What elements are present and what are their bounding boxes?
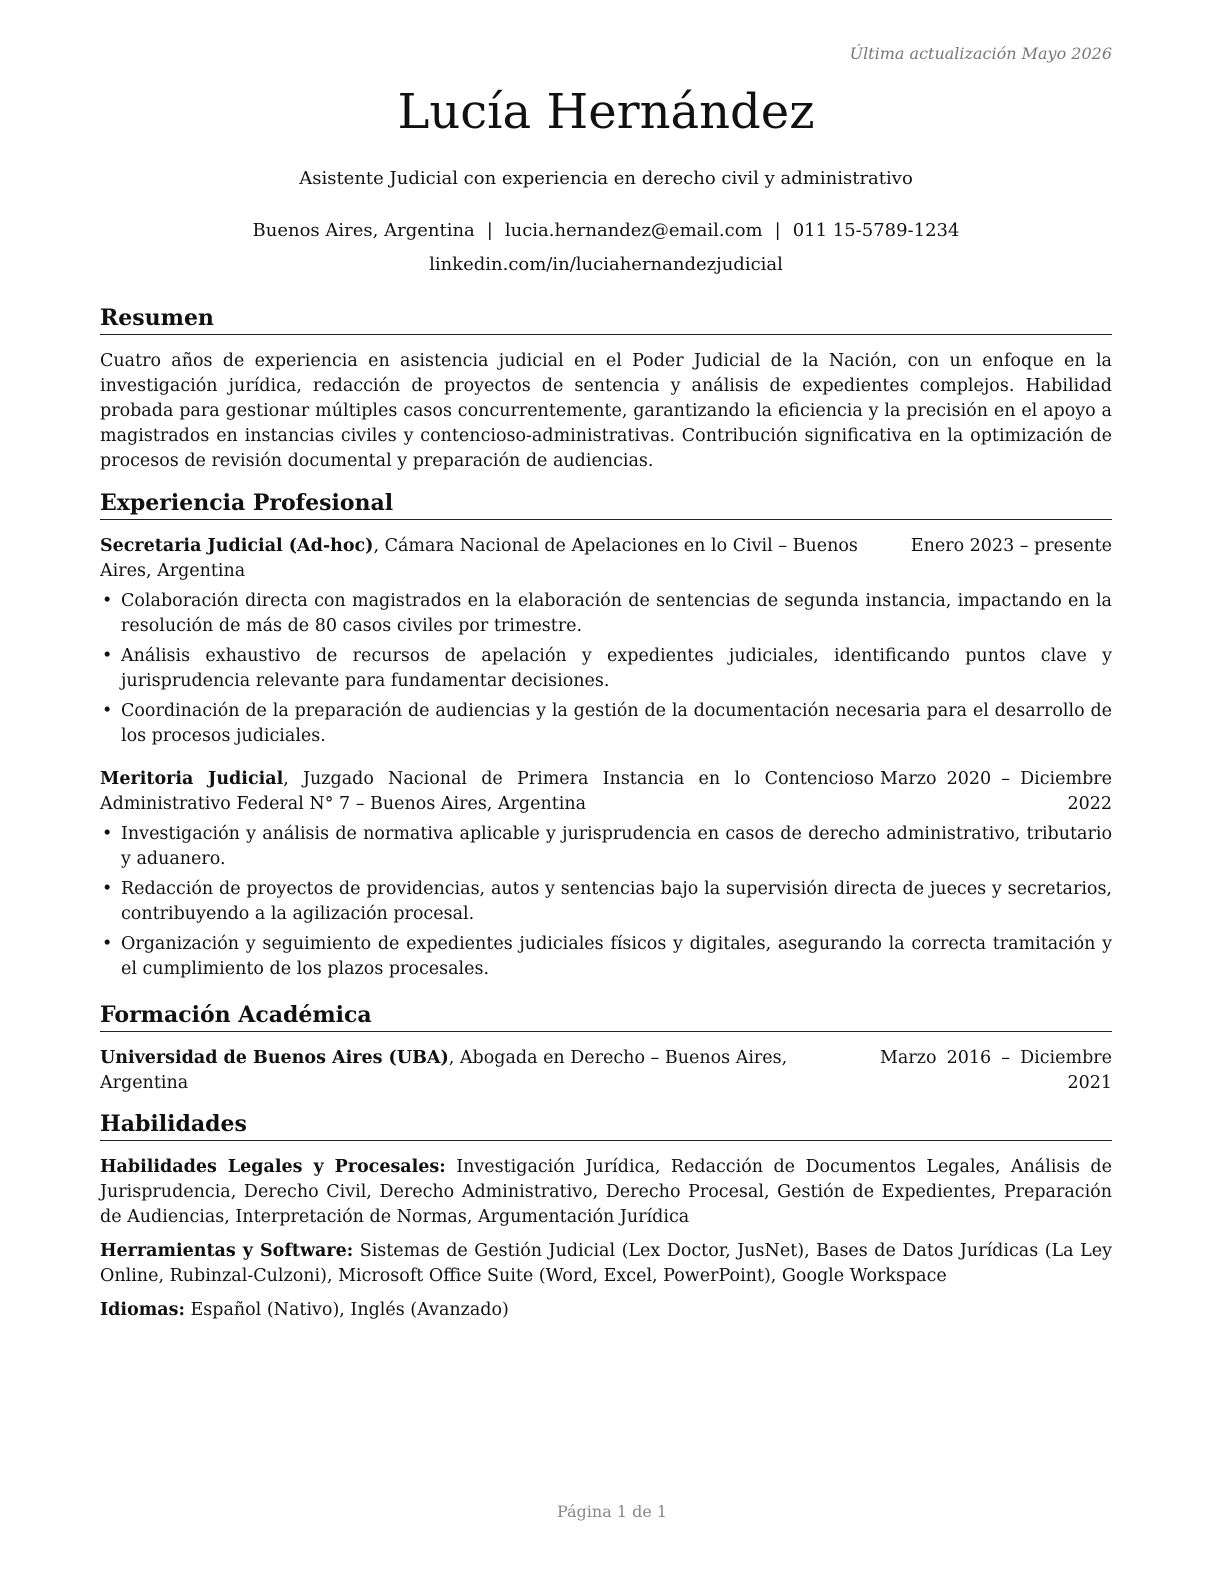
- job-role: Meritoria Judicial: [100, 769, 284, 789]
- education-section: [100, 1001, 1112, 1096]
- job-bullet: • Colaboración directa con magistrados en la elaboración de sentencias de segunda instancia, impactando en la resolución de más de 80 casos civiles por trimestre.: [100, 589, 1112, 639]
- skill-group: [100, 1155, 1112, 1230]
- job-bullets: [100, 822, 1112, 982]
- skill-group-label: Habilidades Legales y Procesales:: [100, 1157, 446, 1177]
- tagline: Asistente Judicial con experiencia en derecho civil y administrativo: [299, 168, 913, 189]
- skill-group-text: Investigación Jurídica, Redacción de Documentos Legales, Análisis de Jurisprudencia, Derecho Civil, Derecho Administrativo, Derecho Procesal, Gestión de Expedientes, Preparación de Audiencias, Interpretación de Normas, Argumentación Jurídica: [100, 1157, 1112, 1227]
- skill-group-text: Español (Nativo), Inglés (Avanzado): [184, 1300, 509, 1320]
- job-title-line: [100, 767, 874, 817]
- contact-phone: 011 15-5789-1234: [792, 220, 960, 241]
- contact-separator: |: [486, 220, 493, 241]
- job-bullet: • Redacción de proyectos de providencias, autos y sentencias bajo la supervisión directa de jueces y secretarios, contribuyendo a la agilización procesal.: [100, 877, 1112, 927]
- job-dates: Enero 2023 – presente: [910, 536, 1112, 556]
- job-header: [100, 767, 1112, 817]
- section-title-summary: Resumen: [100, 304, 1112, 335]
- skill-group: [100, 1239, 1112, 1289]
- last-updated: Última actualización Mayo 2026: [849, 44, 1112, 63]
- page-number: Página 1 de 1: [556, 1502, 668, 1521]
- skill-group-label: Herramientas y Software:: [100, 1241, 354, 1261]
- skill-group: [100, 1298, 1112, 1323]
- contact-location: Buenos Aires, Argentina: [252, 220, 475, 241]
- job-bullet: • Coordinación de la preparación de audiencias y la gestión de la documentación necesaria para el desarrollo de los procesos judiciales.: [100, 699, 1112, 749]
- skill-group-text: Sistemas de Gestión Judicial (Lex Doctor, JusNet), Bases de Datos Jurídicas (La Ley Online, Rubinzal-Culzoni), Microsoft Office Suite (Word, Excel, PowerPoint), Google Workspace: [100, 1241, 1112, 1286]
- job-dates: Marzo 2020 – Diciembre 2022: [880, 769, 1112, 814]
- skills-section: [100, 1110, 1112, 1323]
- section-title-experience: Experiencia Profesional: [100, 489, 1112, 520]
- contact-email[interactable]: lucia.hernandez@email.com: [504, 220, 763, 241]
- job-bullet: • Análisis exhaustivo de recursos de apelación y expedientes judiciales, identificando puntos clave y jurisprudencia relevante para fundamentar decisiones.: [100, 644, 1112, 694]
- job-entry: [100, 767, 1112, 982]
- job-organization: , Cámara Nacional de Apelaciones en lo Civil – Buenos Aires, Argentina: [100, 536, 858, 581]
- job-bullet: • Investigación y análisis de normativa aplicable y jurisprudencia en casos de derecho administrativo, tributario y aduanero.: [100, 822, 1112, 872]
- contact-line: [100, 220, 1112, 241]
- education-entry: [100, 1046, 1112, 1096]
- education-degree: , Abogada en Derecho – Buenos Aires, Argentina: [100, 1048, 788, 1093]
- job-organization: , Juzgado Nacional de Primera Instancia en lo Contencioso Administrativo Federal N° 7 – Buenos Aires, Argentina: [100, 769, 874, 814]
- section-title-education: Formación Académica: [100, 1001, 1112, 1032]
- education-line: [100, 1046, 852, 1096]
- job-role: Secretaria Judicial (Ad-hoc): [100, 536, 374, 556]
- candidate-name: Lucía Hernández: [397, 84, 815, 140]
- contact-linkedin[interactable]: linkedin.com/in/luciahernandezjudicial: [429, 254, 783, 275]
- job-bullets: [100, 589, 1112, 749]
- contact-separator: |: [774, 220, 781, 241]
- skill-group-label: Idiomas:: [100, 1300, 185, 1320]
- education-dates: Marzo 2016 – Diciembre 2021: [880, 1048, 1112, 1093]
- job-header: [100, 534, 1112, 584]
- experience-section: [100, 489, 1112, 987]
- job-entry: [100, 534, 1112, 749]
- education-school: Universidad de Buenos Aires (UBA): [100, 1048, 449, 1068]
- job-title-line: [100, 534, 883, 584]
- job-bullet: • Organización y seguimiento de expedientes judiciales físicos y digitales, asegurando la correcta tramitación y el cumplimiento de los plazos procesales.: [100, 932, 1112, 982]
- section-title-skills: Habilidades: [100, 1110, 1112, 1141]
- summary-text: Cuatro años de experiencia en asistencia judicial en el Poder Judicial de la Nación, con un enfoque en la investigación jurídica, redacción de proyectos de sentencia y análisis de expedientes complejos. Habilidad probada para gestionar múltiples casos concurrentemente, garantizando la eficiencia y la precisión en el apoyo a magistrados en instancias civiles y contencioso-administrativas. Contribución significativa en la optimización de procesos de revisión documental y preparación de audiencias.: [100, 351, 1112, 471]
- summary-section: [100, 304, 1112, 474]
